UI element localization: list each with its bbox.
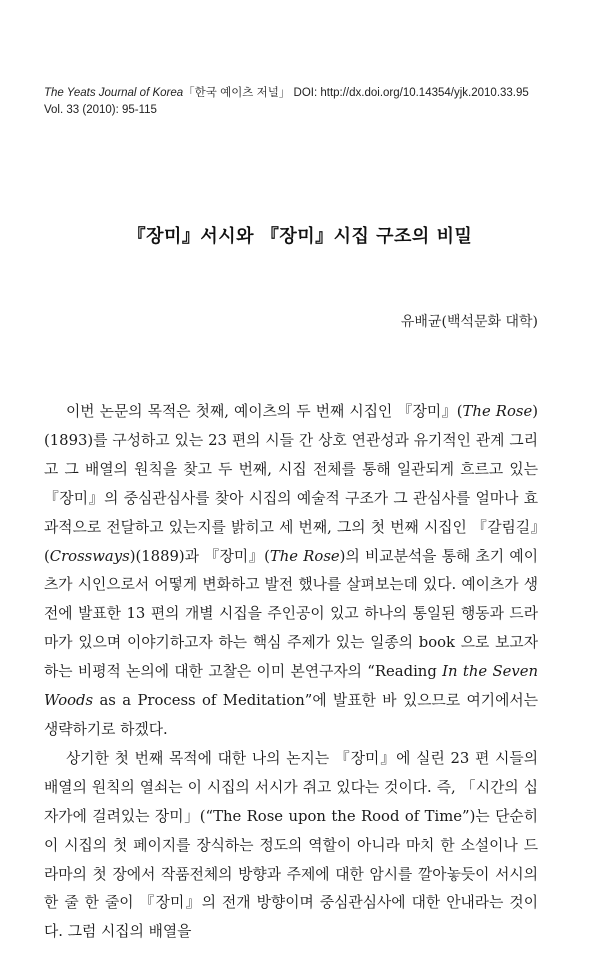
body-paragraph [44,745,538,947]
text-run: )(1889)과 『장미』( [129,547,270,565]
italic-title-run: The Rose [462,403,533,420]
journal-header [44,85,529,119]
italic-title-run: The Rose [269,547,340,565]
doi-link[interactable]: DOI: http://dx.doi.org/10.14354/yjk.2010.33.95 [290,87,529,99]
text-run: 이번 논문의 목적은 첫째, 예이츠의 두 번째 시집인 『장미』( [66,403,463,420]
body-paragraph [44,398,538,745]
paper-title: 『장미』서시와 『장미』시집 구조의 비밀 [127,226,473,247]
text-run: as a Process of Meditation”에 발표한 바 있으므로 여기에서는 생략하기로 하겠다. [44,692,538,738]
text-run: )의 비교분석을 통해 초기 예이츠가 시인으로서 어떻게 변화하고 발전 했나를 살펴보는데 있다. 예이츠가 생전에 발표한 13 편의 개별 시집을 주인공이 있고 하나의 통일된 행동과 드라마가 있으며 이야기하고자 하는 핵심 주제가 있는 일종의 book 으로 보고자하는 비평적 논의에 대한 고찰은 이미 본연구자의 “Reading [44,547,538,681]
italic-title-run: In the Seven Woods [44,663,538,710]
journal-name: The Yeats Journal of Korea [44,87,184,99]
author-affiliation: 유배균(백석문화 대학) [400,314,538,330]
text-run: )(1893)를 구성하고 있는 23 편의 시들 간 상호 연관성과 유기적인 관계 그리고 그 배열의 원칙을 찾고 두 번째, 시집 전체를 통해 일관되게 흐르고 있는 『장미』의 중심관심사를 찾아 시집의 예술적 구조가 그 관심사를 얼마나 효과적으로 전달하고 있는지를 밝히고 세 번째, 그의 첫 번째 시집인 『갈림길』( [44,403,538,565]
journal-name-korean: 「한국 예이츠 저널」 [183,87,291,99]
italic-title-run: Crossways [49,547,130,565]
text-run: 상기한 첫 번째 목적에 대한 나의 논지는 『장미』에 실린 23 편 시들의 배열의 원칙의 열쇠는 이 시집의 서시가 쥐고 있다는 것이다. 즉, 「시간의 십자가에 걸려있는 장미」(“The Rose upon the Rood of Time”)는 단순히 이 시집의 첫 페이지를 장식하는 정도의 역할이 아니라 마치 한 소설이나 드라마의 첫 장에서 작품전체의 방향과 주제에 대한 암시를 깔아놓듯이 서시의 한 줄 한 줄이 『장미』의 전개 방향이며 중심관심사에 대한 안내라는 것이다. 그럼 시집의 배열을 [44,749,538,941]
volume-info: Vol. 33 (2010): 95-115 [44,104,157,116]
citation-line [44,85,529,102]
body-text [44,398,538,947]
